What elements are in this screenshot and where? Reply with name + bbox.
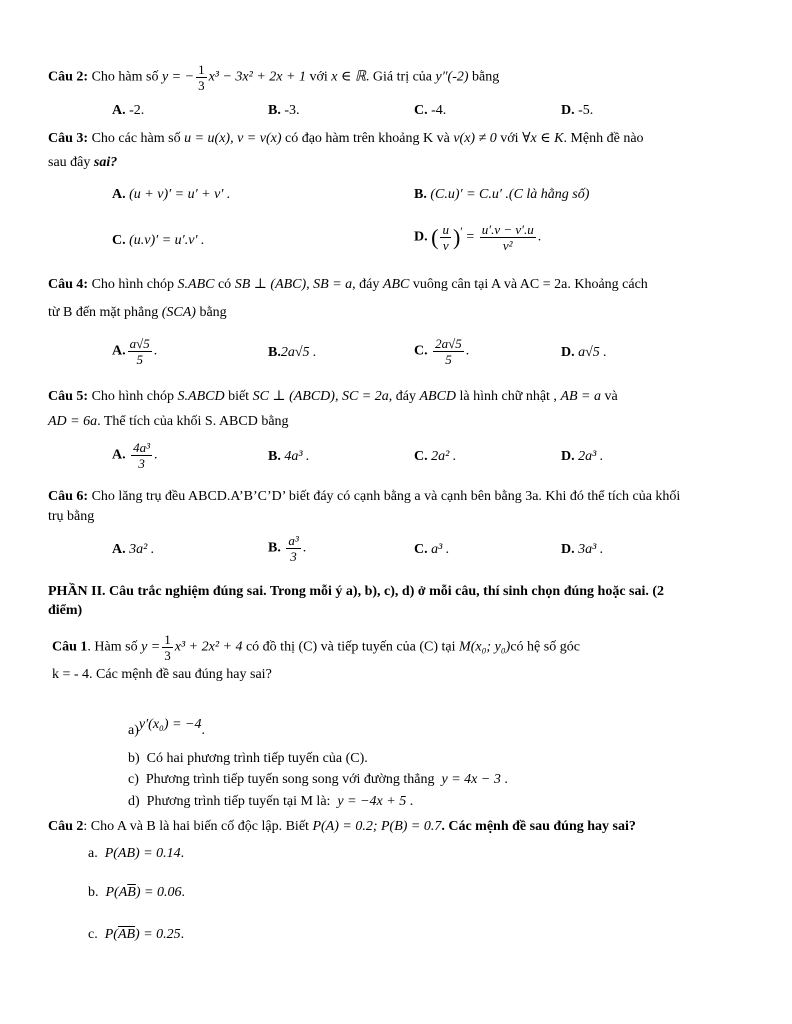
q2-option-d: D. -5. bbox=[561, 103, 594, 118]
q4-option-c: C. $\frac{2a√5}{5}$ . bbox=[414, 336, 470, 367]
q2-text-b: với bbox=[309, 69, 328, 85]
q3-option-c: C. (u.v)′ = u′.v′ . bbox=[112, 233, 205, 248]
q2-fraction: $\frac{1}{3}$ bbox=[198, 62, 205, 93]
q4-stem-line2: từ B đến mặt phẳng (SCA) bằng bbox=[48, 305, 227, 320]
p2q1-item-a: a)y′(x₀) = −4. bbox=[128, 717, 205, 738]
p2q1-stem-line2: k = - 4. Các mệnh đề sau đúng hay sai? bbox=[52, 667, 272, 682]
p2q1-item-d: d) Phương trình tiếp tuyến tại M là: y = −4x + 5 . bbox=[128, 794, 414, 809]
q3-option-a: A. (u + v)′ = u′ + v′ . bbox=[112, 187, 231, 202]
p2q2-item-b: b. $P(A\overline{B}) = 0.06$. bbox=[88, 885, 185, 900]
q6-option-c: C. a³ . bbox=[414, 542, 450, 557]
q2-text-a: Cho hàm số bbox=[91, 69, 159, 85]
q5-option-b: B. 4a³ . bbox=[268, 449, 310, 464]
q2-formula-a: y = − bbox=[161, 69, 195, 85]
p2q2-item-c: c. $P(\overline{AB}) = 0.25$. bbox=[88, 927, 185, 942]
q4-label: Câu 4: bbox=[48, 277, 89, 292]
q2-option-a: A. -2. bbox=[112, 103, 145, 118]
q5-stem-line2: AD = 6a. Thể tích của khối S. ABCD bằng bbox=[48, 414, 289, 429]
q5-option-c: C. 2a² . bbox=[414, 449, 457, 464]
q2-formula-b: x³ − 3x² + 2x + 1 bbox=[208, 69, 306, 85]
q4-stem-line1: Câu 4: Cho hình chóp S.ABC có SB ⊥ (ABC), SB = a, đáy ABC vuông cân tại A và AC = 2a. Khoảng cách bbox=[48, 277, 648, 292]
q6-option-b: B. $\frac{\text{a³}}{3}$ . bbox=[268, 533, 307, 564]
part2-heading-line1: PHẦN II. Câu trắc nghiệm đúng sai. Trong mỗi ý a), b), c), d) ở mỗi câu, thí sinh chọn đúng hoặc sai. (2 bbox=[48, 584, 665, 599]
q5-option-a: A. $\frac{\text{4a³}}{3}$ . bbox=[112, 440, 158, 471]
q3-option-b: B. (C.u)′ = C.u′ .(C là hằng số) bbox=[414, 187, 590, 202]
q6-label: Câu 6: bbox=[48, 489, 89, 504]
q3-d-frac2: $\frac{u'.v - v'.u}{\text{v²}}$ bbox=[481, 222, 534, 253]
q2-label: Câu 2: bbox=[48, 69, 89, 85]
q6-stem-line1: Câu 6: Cho lăng trụ đều ABCD.A’B’C’D’ biết đáy có cạnh bằng a và cạnh bên bằng 3a. Khi đó thể tích của khối bbox=[48, 489, 681, 504]
q6-option-d: D. 3a³ . bbox=[561, 542, 604, 557]
q6-option-a: A. 3a² . bbox=[112, 542, 155, 557]
p2q2-stem: Câu 2: Cho A và B là hai biến cố độc lập. Biết P(A) = 0.2; P(B) = 0.7. Các mệnh đề sau đúng hay sai? bbox=[48, 819, 636, 834]
q2-text-d: bằng bbox=[472, 69, 500, 85]
p2q1-item-c: c) Phương trình tiếp tuyến song song với đường thẳng y = 4x − 3 . bbox=[128, 772, 508, 787]
p2q1-item-b: b) Có hai phương trình tiếp tuyến của (C). bbox=[128, 751, 368, 766]
q5-label: Câu 5: bbox=[48, 389, 89, 404]
q2-text-c: . Giá trị của bbox=[365, 69, 433, 85]
part2-heading-line2: điểm) bbox=[48, 603, 83, 618]
q3-label: Câu 3: bbox=[48, 131, 89, 146]
q5-option-d: D. 2a³ . bbox=[561, 449, 604, 464]
q3-d-frac1: $\frac{u}{v}$ bbox=[442, 222, 449, 253]
p2q2-label: Câu 2 bbox=[48, 819, 84, 834]
q5-stem-line1: Câu 5: Cho hình chóp S.ABCD biết SC ⊥ (ABCD), SC = 2a, đáy ABCD là hình chữ nhật , AB = a và bbox=[48, 389, 618, 404]
q3-stem-line1: Câu 3: Cho các hàm số u = u(x), v = v(x) có đạo hàm trên khoảng K và v(x) ≠ 0 với ∀x ∈ K. Mệnh đề nào bbox=[48, 131, 644, 146]
p2q1-label: Câu 1 bbox=[52, 639, 88, 655]
p2q2-item-a: a. P(AB) = 0.14. bbox=[88, 846, 185, 861]
q2-option-c: C. -4. bbox=[414, 103, 447, 118]
q6-stem-line2: trụ bằng bbox=[48, 509, 95, 524]
p2q1-stem-line1: Câu 1. Hàm số y = $\frac{1}{3}$ x³ + 2x² + 4 có đồ thị (C) và tiếp tuyến của (C) tại M(x₀; y₀)có hệ số góc bbox=[52, 632, 580, 663]
q3-stem-line2: sau đây sai? bbox=[48, 155, 118, 170]
q2-formula-c: x ∈ ℝ bbox=[331, 69, 366, 85]
q2-formula-d: y″(-2) bbox=[435, 69, 469, 85]
q4-option-b: B.2a√5 . bbox=[268, 345, 317, 360]
q2-option-b: B. -3. bbox=[268, 103, 300, 118]
q4-option-d: D. a√5 . bbox=[561, 345, 607, 360]
q3-option-d: D. ( $\frac{u}{v}$ )′ = $\frac{u'.v - v'.u}{\text{v²}}$ . bbox=[414, 222, 542, 253]
q4-option-a: A. $\frac{a√5}{5}$ . bbox=[112, 336, 158, 367]
q2-stem bbox=[48, 62, 499, 93]
